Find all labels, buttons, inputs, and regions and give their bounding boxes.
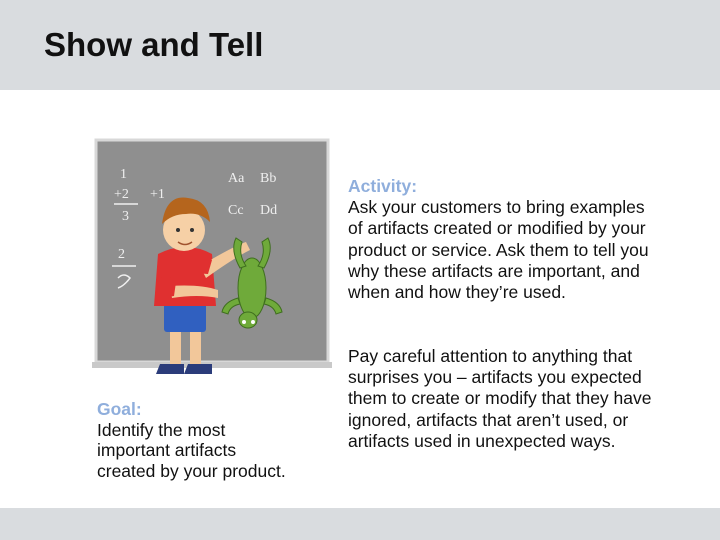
- chalk-mark: 3: [122, 209, 129, 224]
- chalk-mark: 1: [120, 167, 127, 182]
- chalk-mark: Dd: [260, 203, 278, 218]
- activity-line: of artifacts created or modified by your: [348, 218, 646, 239]
- activity-line: why these artifacts are important, and: [348, 260, 640, 281]
- pointing-sleeve: [158, 277, 176, 297]
- activity-block: [348, 176, 708, 303]
- attention-line: ignored, artifacts that aren’t used, or: [348, 409, 629, 430]
- chalk-mark: 2: [118, 247, 125, 262]
- activity-line: when and how they’re used.: [348, 282, 566, 303]
- attention-line: surprises you – artifacts you expected: [348, 367, 642, 388]
- attention-block: [348, 346, 708, 452]
- footer-bar: [0, 508, 720, 540]
- chalk-mark: +1: [150, 187, 165, 202]
- chalk-mark: Cc: [228, 203, 244, 218]
- attention-line: them to create or modify that they have: [348, 388, 652, 409]
- chalk-mark: Aa: [228, 171, 245, 186]
- goal-heading: Goal:: [97, 399, 142, 419]
- attention-line: Pay careful attention to anything that: [348, 346, 633, 366]
- activity-heading: Activity:: [348, 176, 418, 196]
- title-bar: [0, 0, 720, 90]
- attention-line: artifacts used in unexpected ways.: [348, 430, 616, 451]
- left-shoe: [156, 364, 184, 374]
- chalkboard: [96, 140, 328, 362]
- goal-block: [97, 399, 342, 481]
- chalk-mark: Bb: [260, 171, 277, 186]
- shorts: [164, 302, 206, 332]
- goal-line: Identify the most: [97, 419, 226, 440]
- slide-title: Show and Tell: [44, 26, 264, 63]
- activity-line: Ask your customers to bring examples: [348, 197, 645, 218]
- goal-line: created by your product.: [97, 460, 286, 481]
- boy-with-frog-illustration: [88, 138, 334, 388]
- goal-line: important artifacts: [97, 440, 237, 461]
- chalk-mark: +2: [114, 187, 129, 202]
- activity-line: product or service. Ask them to tell you: [348, 239, 649, 260]
- right-shoe: [184, 364, 212, 374]
